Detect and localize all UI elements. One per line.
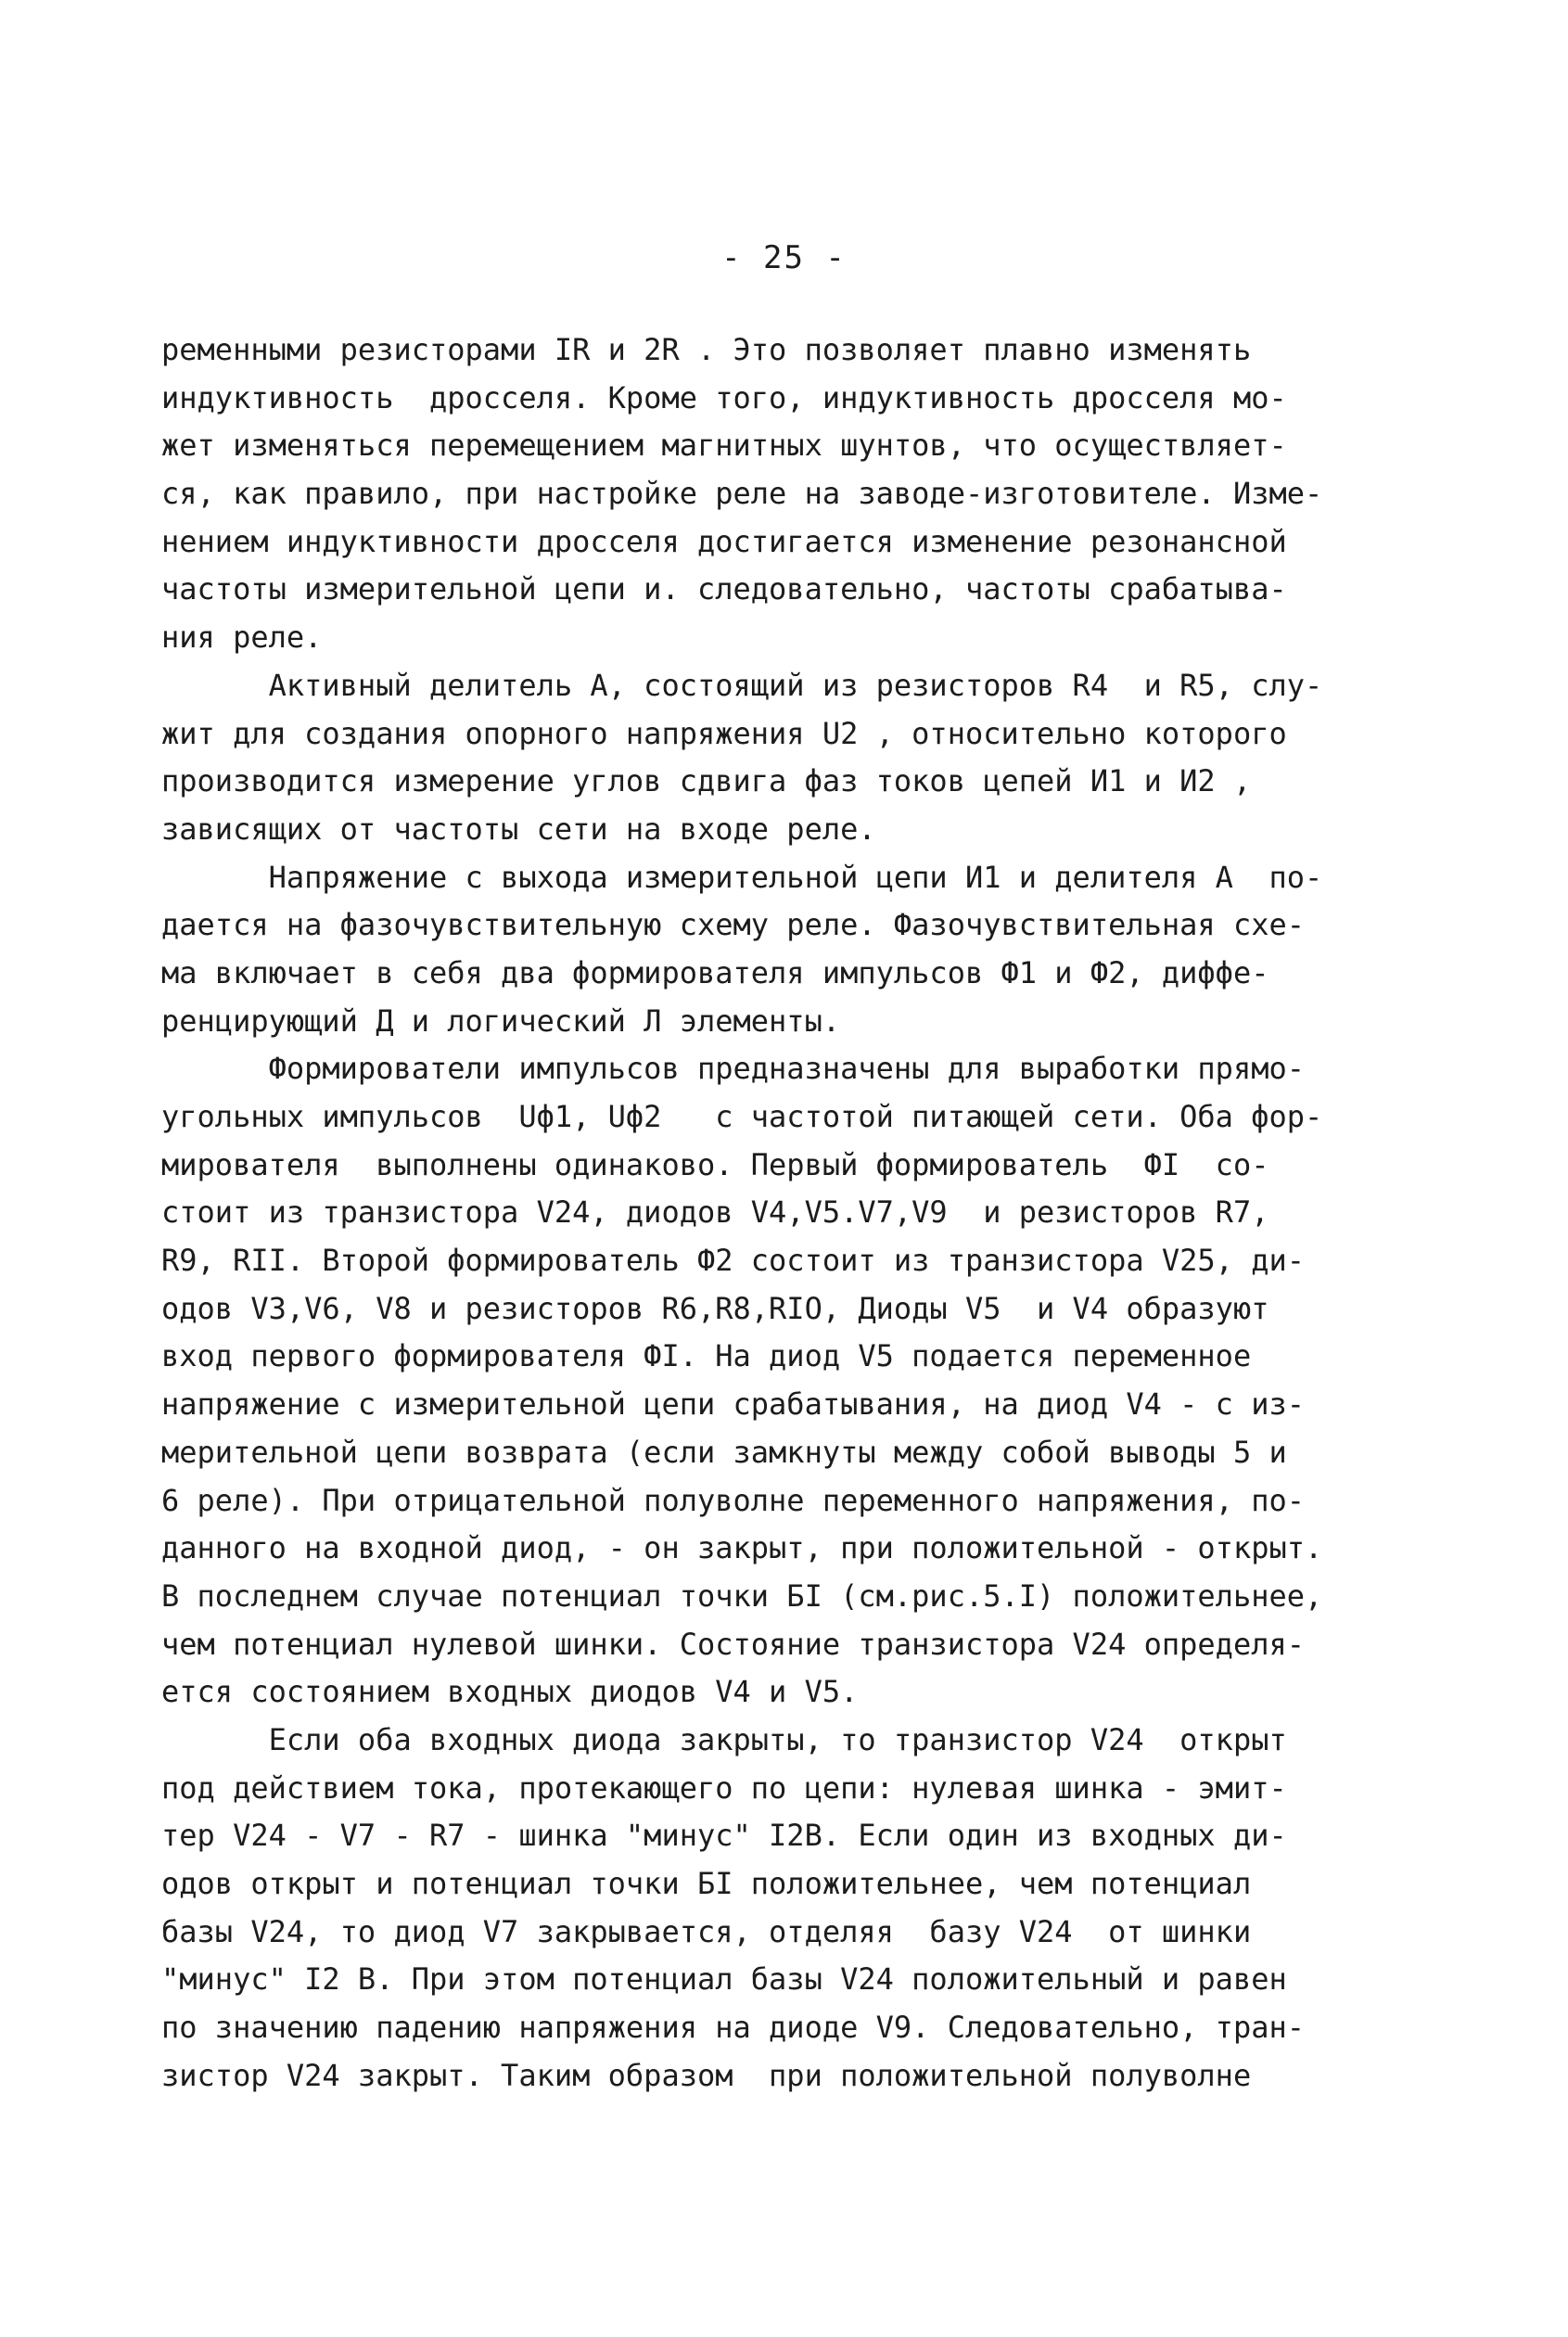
page-number: - 25 - [721,239,847,276]
text-line: нением индуктивности дросселя достигается изменение резонансной [161,523,1287,559]
text-line: тер V24 - V7 - R7 - шинка "минус" I2B. Если один из входных ди- [161,1818,1287,1854]
text-line: индуктивность дросселя. Кроме того, индуктивность дросселя мо- [161,379,1287,415]
text-line: одов открыт и потенциал точки БI положительнее, чем потенциал [161,1866,1252,1901]
text-line: базы V24, то диод V7 закрывается, отделяя базу V24 от шинки [161,1913,1252,1949]
text-line: ется состоянием входных диодов V4 и V5. [161,1674,859,1710]
text-line: угольных импульсов Uф1, Uф2 с частотой питающей сети. Оба фор- [161,1099,1323,1134]
text-line: вход первого формирователя ФI. На диод V5 подается переменное [161,1338,1252,1374]
text-line: R9, RII. Второй формирователь Ф2 состоит из транзистора V25, ди- [161,1243,1305,1279]
text-line: по значению падению напряжения на диоде V9. Следовательно, тран- [161,2010,1305,2046]
text-line: данного на входной диод, - он закрыт, при положительной - открыт. [161,1530,1323,1566]
text-line: "минус" I2 В. При этом потенциал базы V24 положительный и равен [161,1961,1287,1998]
text-line: напряжение с измерительной цепи срабатывания, на диод V4 - с из- [161,1386,1305,1423]
page-body-text [161,326,1400,2100]
text-line: ма включает в себя два формирователя импульсов Ф1 и Ф2, диффе- [161,954,1269,990]
text-line: зистор V24 закрыт. Таким образом при положительной полуволне [161,2057,1252,2093]
text-line: Если оба входных диода закрыты, то транзистор V24 открыт [161,1721,1287,1757]
text-line: В последнем случае потенциал точки БI (см.рис.5.I) положительнее, [161,1577,1323,1614]
text-line: Формирователи импульсов предназначены для выработки прямо- [161,1051,1305,1087]
text-line: жет изменяться перемещением магнитных шунтов, что осуществляет- [161,428,1287,464]
text-line: ся, как правило, при настройке реле на заводе-изготовителе. Изме- [161,476,1323,512]
text-line: чем потенциал нулевой шинки. Состояние транзистора V24 определя- [161,1626,1305,1662]
text-line: Напряжение с выхода измерительной цепи И1 и делителя А по- [161,859,1323,895]
text-line: под действием тока, протекающего по цепи: нулевая шинка - эмит- [161,1769,1287,1806]
text-line: мирователя выполнены одинаково. Первый формирователь ФI со- [161,1146,1269,1182]
text-line: производится измерение углов сдвига фаз токов цепей И1 и И2 , [161,763,1252,799]
text-line: ния реле. [161,619,323,656]
text-line: одов V3,V6, V8 и резисторов R6,R8,RIO, Диоды V5 и V4 образуют [161,1290,1269,1326]
text-line: мерительной цепи возврата (если замкнуты между собой выводы 5 и [161,1434,1287,1470]
text-line: стоит из транзистора V24, диодов V4,V5.V7,V9 и резисторов R7, [161,1194,1269,1231]
text-line: частоты измерительной цепи и. следовательно, частоты срабатыва- [161,571,1287,607]
text-line: жит для создания опорного напряжения U2 , относительно которого [161,715,1287,751]
text-line: ренцирующий Д и логический Л элементы. [161,1002,841,1039]
text-line: Активный делитель А, состоящий из резисторов R4 и R5, слу- [161,667,1323,703]
text-line: зависящих от частоты сети на входе реле. [161,811,876,847]
text-line: дается на фазочувствительную схему реле. Фазочувствительная схе- [161,907,1305,943]
text-line: 6 реле). При отрицательной полуволне переменного напряжения, по- [161,1482,1305,1518]
text-line: ременными резисторами IR и 2R . Это позволяет плавно изменять [161,332,1252,367]
